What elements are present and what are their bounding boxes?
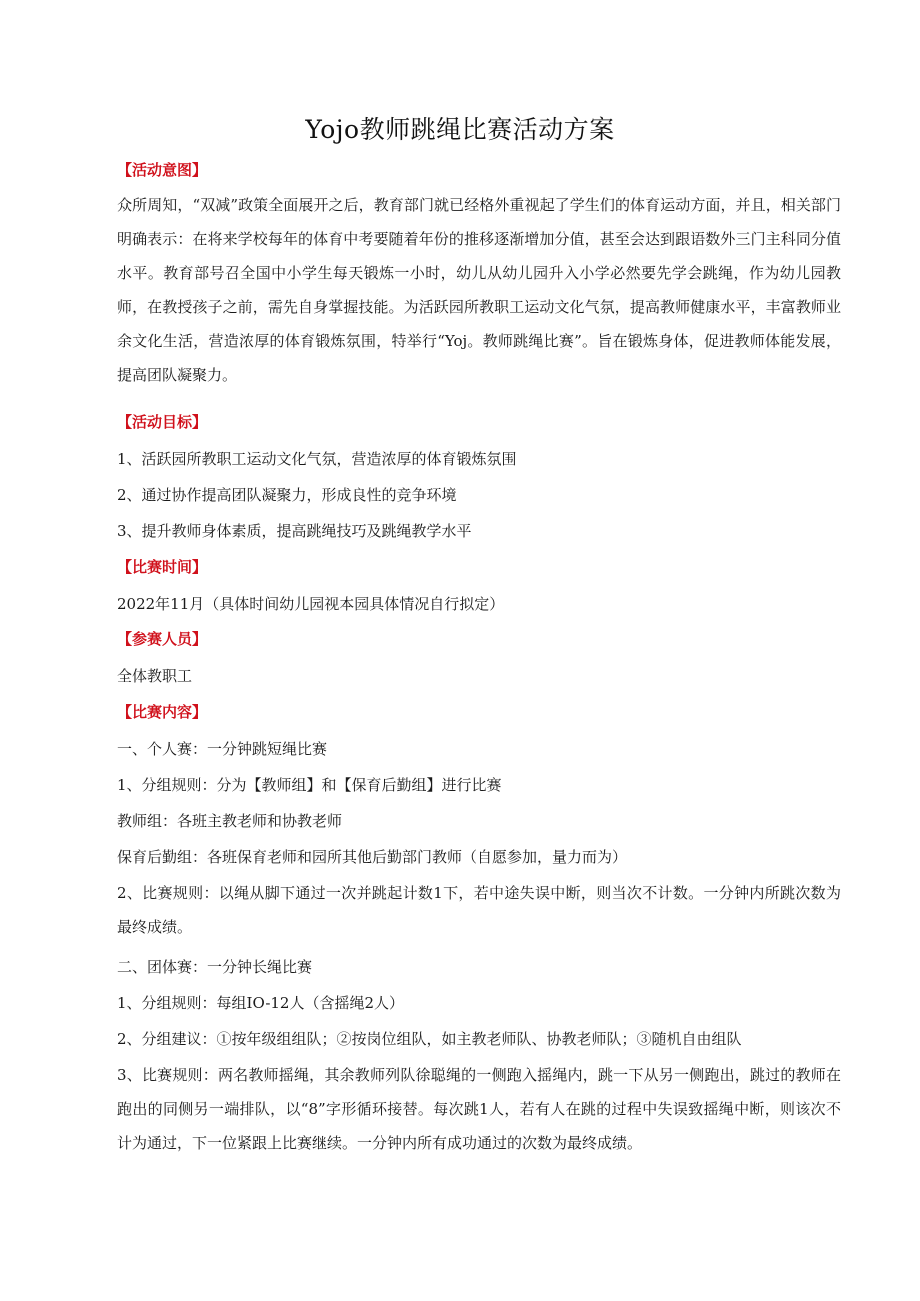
heading-content: 【比赛内容】 [117,703,208,721]
time-text: 2022年11月（具体时间幼儿园视本园具体情况自行拟定） [117,595,505,613]
teacher-group-text: 教师组：各班主教老师和协教老师 [117,812,343,830]
participants-text: 全体教职工 [117,667,193,685]
support-group-text: 保育后勤组：各班保育老师和园所其他后勤部门教师（自愿参加，量力而为） [117,848,628,866]
individual-rule-2: 2、比赛规则：以绳从脚下通过一次并跳起计数1下，若中途失误中断，则当次不计数。一分钟内所跳次数为最终成绩。 [117,884,841,936]
intent-text: 众所周知，“双减”政策全面展开之后，教育部门就已经格外重视起了学生们的体育运动方面，并且，相关部门明确表示：在将来学校每年的体育中考要随着年份的推移逐渐增加分值，甚至会达到跟语数外三门主科同分值水平。教育部号召全国中小学生每天锻炼一小时，幼儿从幼儿园升入小学必然要先学会跳绳，作为幼儿园教师，在教授孩子之前，需先自身掌握技能。为活跃园所教职工运动文化气氛，提高教师健康水平，丰富教师业余文化生活，营造浓厚的体育锻炼氛围，特举行“Yoj。教师跳绳比赛”。旨在锻炼身体，促进教师体能发展，提高团队凝聚力。 [117,196,841,384]
goal-item: 3、提升教师身体素质，提高跳绳技巧及跳绳教学水平 [117,522,472,540]
heading-time: 【比赛时间】 [117,558,208,576]
heading-participants: 【参赛人员】 [117,630,208,648]
individual-rule-1: 1、分组规则：分为【教师组】和【保育后勤组】进行比赛 [117,776,502,794]
individual-title: 一、个人赛：一分钟跳短绳比赛 [117,740,328,758]
heading-goals: 【活动目标】 [117,413,208,431]
heading-intent: 【活动意图】 [117,161,208,179]
team-rule-1: 1、分组规则：每组IO-12人（含摇绳2人） [117,994,405,1012]
goal-item: 1、活跃园所教职工运动文化气氛，营造浓厚的体育锻炼氛围 [117,450,517,468]
goal-item: 2、通过协作提高团队凝聚力，形成良性的竞争环境 [117,486,457,504]
page-title: Yojo教师跳绳比赛活动方案 [305,115,615,144]
team-rule-2: 2、分组建议：①按年级组组队；②按岗位组队，如主教老师队、协教老师队；③随机自由组队 [117,1030,742,1048]
intent-paragraph [117,188,841,392]
team-title: 二、团体赛：一分钟长绳比赛 [117,958,313,976]
team-rule-3: 3、比赛规则：两名教师摇绳，其余教师列队徐聪绳的一侧跑入摇绳内，跳一下从另一侧跑出，跳过的教师在跑出的同侧另一端排队，以“8”字形循环接替。每次跳1人，若有人在跳的过程中失误致摇绳中断，则该次不计为通过，下一位紧跟上比赛继续。一分钟内所有成功通过的次数为最终成绩。 [117,1066,841,1152]
